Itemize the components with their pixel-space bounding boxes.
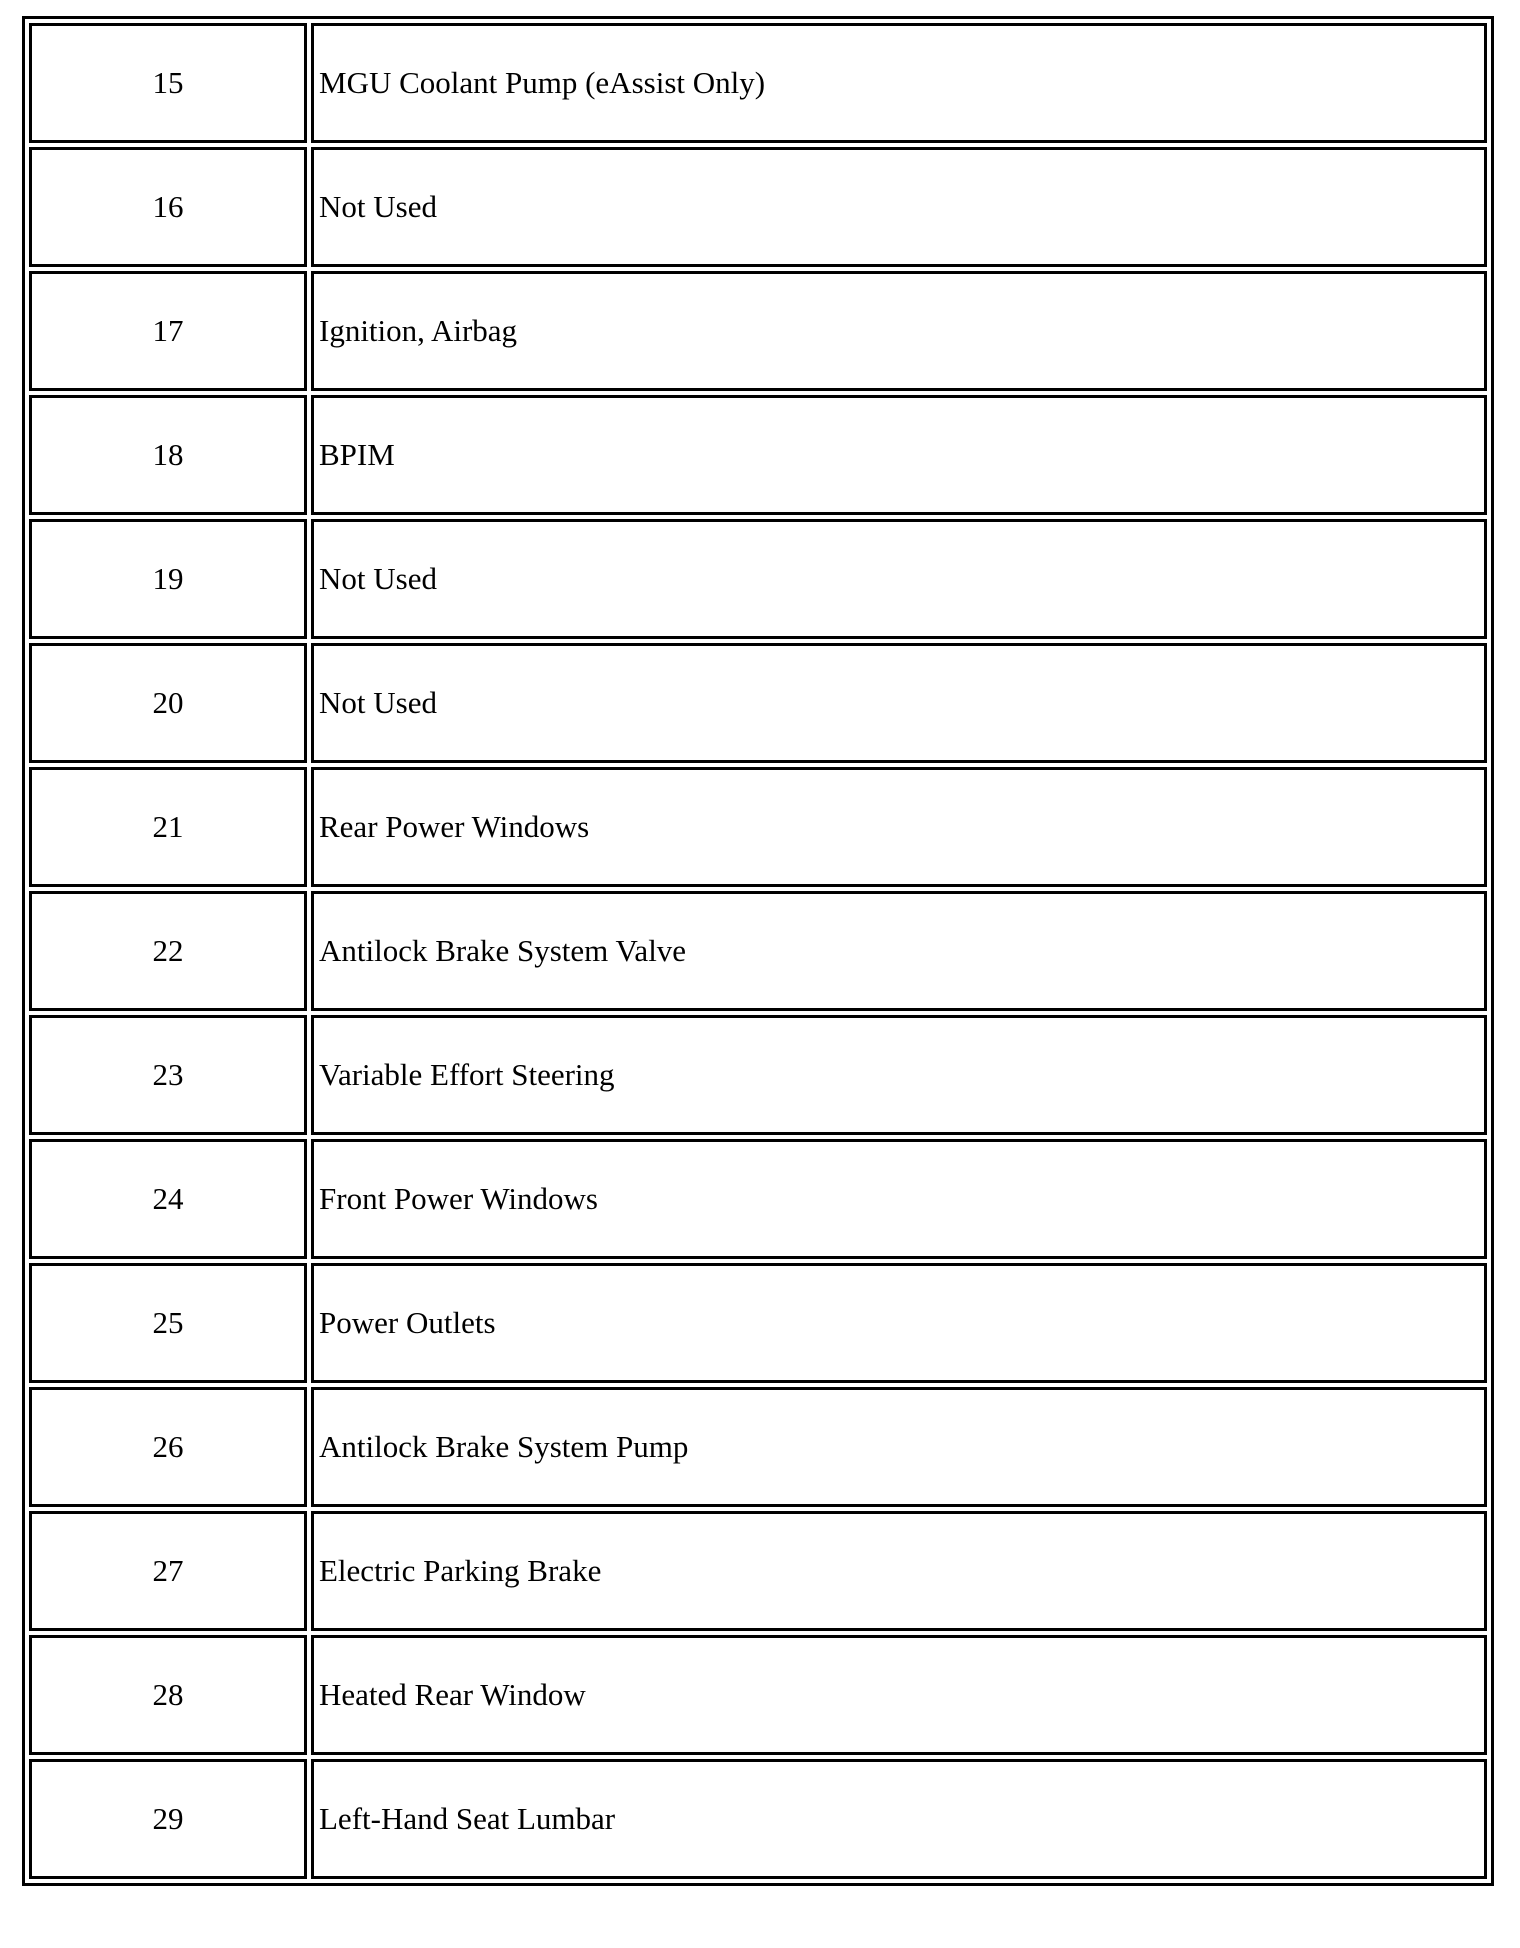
fuse-usage-cell: Variable Effort Steering — [311, 1015, 1487, 1135]
fuse-usage-cell: BPIM — [311, 395, 1487, 515]
fuse-usage-cell: Not Used — [311, 643, 1487, 763]
fuse-number-cell: 27 — [29, 1511, 307, 1631]
fuse-number-cell: 20 — [29, 643, 307, 763]
table-row — [29, 519, 1487, 639]
fuse-number-cell: 25 — [29, 1263, 307, 1383]
fuse-usage-cell: Power Outlets — [311, 1263, 1487, 1383]
fuse-table-body — [29, 23, 1487, 1879]
fuse-usage-cell: Left-Hand Seat Lumbar — [311, 1759, 1487, 1879]
table-row — [29, 1139, 1487, 1259]
table-row — [29, 395, 1487, 515]
fuse-number-cell: 18 — [29, 395, 307, 515]
table-row — [29, 643, 1487, 763]
table-row — [29, 23, 1487, 143]
fuse-table — [22, 16, 1494, 1886]
table-row — [29, 891, 1487, 1011]
fuse-number-cell: 29 — [29, 1759, 307, 1879]
table-row — [29, 271, 1487, 391]
fuse-usage-cell: Rear Power Windows — [311, 767, 1487, 887]
fuse-usage-cell: Antilock Brake System Valve — [311, 891, 1487, 1011]
fuse-number-cell: 28 — [29, 1635, 307, 1755]
fuse-usage-cell: Not Used — [311, 147, 1487, 267]
fuse-number-cell: 24 — [29, 1139, 307, 1259]
fuse-usage-cell: Heated Rear Window — [311, 1635, 1487, 1755]
fuse-usage-cell: Not Used — [311, 519, 1487, 639]
table-row — [29, 1511, 1487, 1631]
table-row — [29, 1635, 1487, 1755]
table-row — [29, 1759, 1487, 1879]
fuse-number-cell: 17 — [29, 271, 307, 391]
fuse-number-cell: 22 — [29, 891, 307, 1011]
table-row — [29, 147, 1487, 267]
table-row — [29, 767, 1487, 887]
fuse-number-cell: 26 — [29, 1387, 307, 1507]
fuse-number-cell: 23 — [29, 1015, 307, 1135]
fuse-number-cell: 15 — [29, 23, 307, 143]
fuse-number-cell: 19 — [29, 519, 307, 639]
fuse-number-cell: 16 — [29, 147, 307, 267]
fuse-usage-cell: Front Power Windows — [311, 1139, 1487, 1259]
fuse-usage-cell: MGU Coolant Pump (eAssist Only) — [311, 23, 1487, 143]
table-row — [29, 1387, 1487, 1507]
table-row — [29, 1015, 1487, 1135]
fuse-usage-cell: Ignition, Airbag — [311, 271, 1487, 391]
fuse-usage-cell: Antilock Brake System Pump — [311, 1387, 1487, 1507]
fuse-usage-cell: Electric Parking Brake — [311, 1511, 1487, 1631]
table-row — [29, 1263, 1487, 1383]
fuse-number-cell: 21 — [29, 767, 307, 887]
